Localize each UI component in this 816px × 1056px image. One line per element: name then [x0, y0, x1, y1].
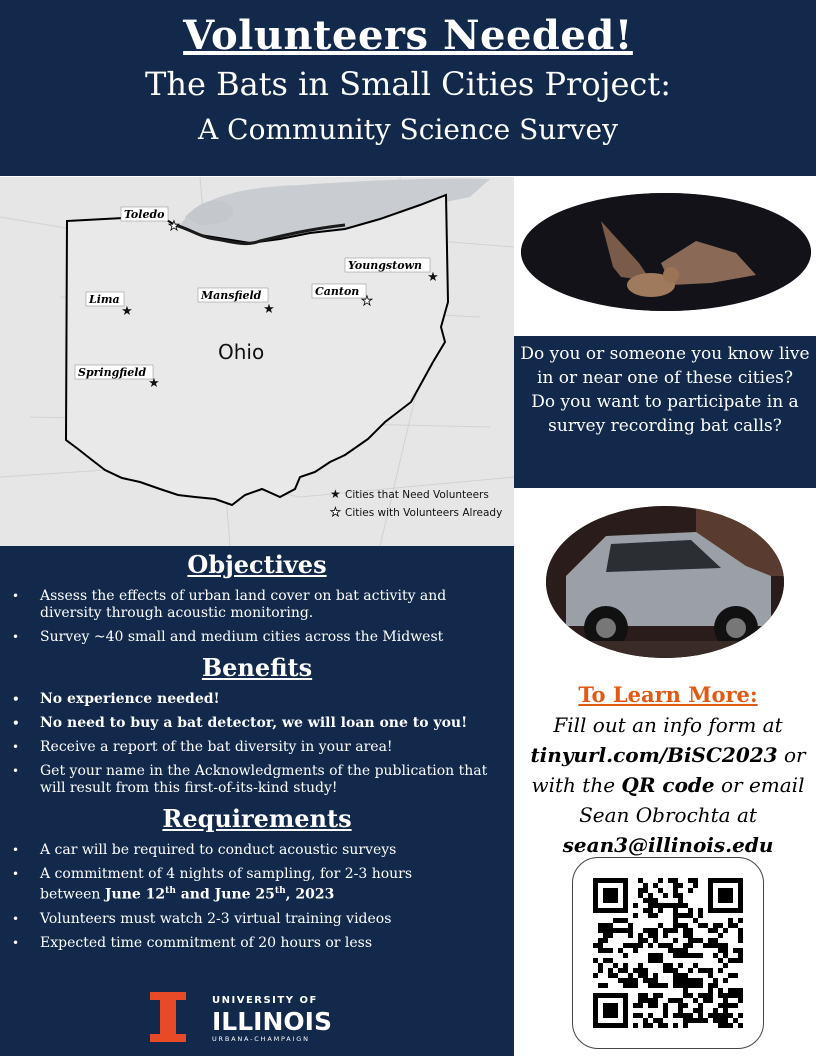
- legend-need-volunteers: Cities that Need Volunteers: [345, 489, 489, 501]
- city-label-canton: Canton: [315, 285, 360, 298]
- requirements-heading: Requirements: [162, 804, 352, 833]
- dates-end-suffix: th: [274, 886, 286, 896]
- list-item: • A car will be required to conduct acoustic surveys: [0, 842, 514, 859]
- city-label-toledo: Toledo: [124, 208, 165, 221]
- learn-more: [520, 680, 816, 860]
- star-outline-icon: ★: [330, 505, 341, 519]
- logo-illinois: ILLINOIS: [212, 1007, 332, 1036]
- logo-graphic: [150, 992, 370, 1044]
- contact-name: Sean Obrochta at: [579, 803, 757, 827]
- university-logo: [150, 992, 370, 1044]
- benefits-heading: Benefits: [201, 653, 313, 682]
- question-box: [514, 336, 816, 488]
- list-item: • Receive a report of the bat diversity in your area!: [0, 739, 514, 756]
- header-banner: [0, 0, 816, 176]
- dates-start-suffix: th: [165, 886, 176, 896]
- map-graphic: [0, 177, 514, 546]
- star-filled-icon: ★: [148, 376, 160, 391]
- city-label-lima: Lima: [89, 293, 120, 306]
- details-panel: [0, 546, 514, 1056]
- or-email-text: or email: [714, 773, 805, 797]
- dates-prefix: between: [40, 886, 105, 903]
- list-item: • No need to buy a bat detector, we will loan one to you!: [0, 715, 514, 732]
- question-cities: Do you or someone you know live in or near one of these cities?: [520, 344, 810, 388]
- qr-code-icon[interactable]: [593, 878, 743, 1028]
- learn-more-heading: To Learn More:: [578, 682, 758, 707]
- commitment-text: A commitment of 4 nights of sampling, for 2-3 hours: [40, 866, 413, 882]
- qr-code-text: QR code: [621, 773, 715, 797]
- objectives-list: [0, 588, 514, 646]
- with-the-text: with the: [531, 773, 622, 797]
- list-item: • Get your name in the Acknowledgments of the publication that will result from this first-of-its-kind study!: [0, 763, 514, 797]
- city-label-mansfield: Mansfield: [201, 289, 262, 302]
- contact-email[interactable]: sean3@illinois.edu: [562, 833, 774, 857]
- star-filled-icon: ★: [330, 487, 341, 501]
- page-title: Volunteers Needed!: [183, 12, 633, 59]
- star-filled-icon: ★: [263, 302, 275, 317]
- city-label-youngstown: Youngstown: [348, 259, 422, 272]
- info-form-text: Fill out an info form at: [553, 713, 783, 737]
- bat-photo: [521, 193, 811, 311]
- dates-start: June 12: [104, 886, 166, 903]
- list-item: • No experience needed!: [0, 691, 514, 708]
- info-form-link[interactable]: tinyurl.com/BiSC2023: [530, 743, 778, 767]
- star-filled-icon: ★: [121, 304, 133, 319]
- list-item: [0, 866, 514, 904]
- star-filled-icon: ★: [427, 270, 439, 285]
- question-participate: Do you want to participate in a survey recording bat calls?: [531, 392, 799, 436]
- objectives-heading: Objectives: [187, 550, 327, 579]
- or-text: or: [777, 743, 806, 767]
- list-item: • Expected time commitment of 20 hours or less: [0, 935, 514, 952]
- list-item: • Assess the effects of urban land cover on bat activity and diversity through acoustic monitoring.: [0, 588, 514, 622]
- ohio-map: [0, 177, 514, 546]
- list-item: • Survey ~40 small and medium cities across the Midwest: [0, 629, 514, 646]
- project-subtitle: The Bats in Small Cities Project:: [145, 65, 671, 103]
- survey-subtitle: A Community Science Survey: [198, 113, 618, 146]
- requirements-list: [0, 842, 514, 952]
- bat-illustration: [521, 193, 811, 311]
- dates-end: and June 25: [175, 886, 275, 903]
- car-illustration: [546, 506, 784, 658]
- city-label-springfield: Springfield: [78, 366, 147, 379]
- legend-have-volunteers: Cities with Volunteers Already: [345, 507, 503, 519]
- star-outline-icon: ★: [361, 294, 373, 309]
- state-label: Ohio: [218, 340, 265, 364]
- qr-code-frame: [572, 857, 764, 1049]
- star-outline-icon: ★: [168, 219, 180, 234]
- dates-year: , 2023: [285, 886, 335, 903]
- car-photo: [546, 506, 784, 658]
- list-item: • Volunteers must watch 2-3 virtual training videos: [0, 911, 514, 928]
- logo-urbana: URBANA-CHAMPAIGN: [212, 1035, 310, 1043]
- logo-university-of: UNIVERSITY OF: [212, 995, 318, 1006]
- benefits-list: [0, 691, 514, 797]
